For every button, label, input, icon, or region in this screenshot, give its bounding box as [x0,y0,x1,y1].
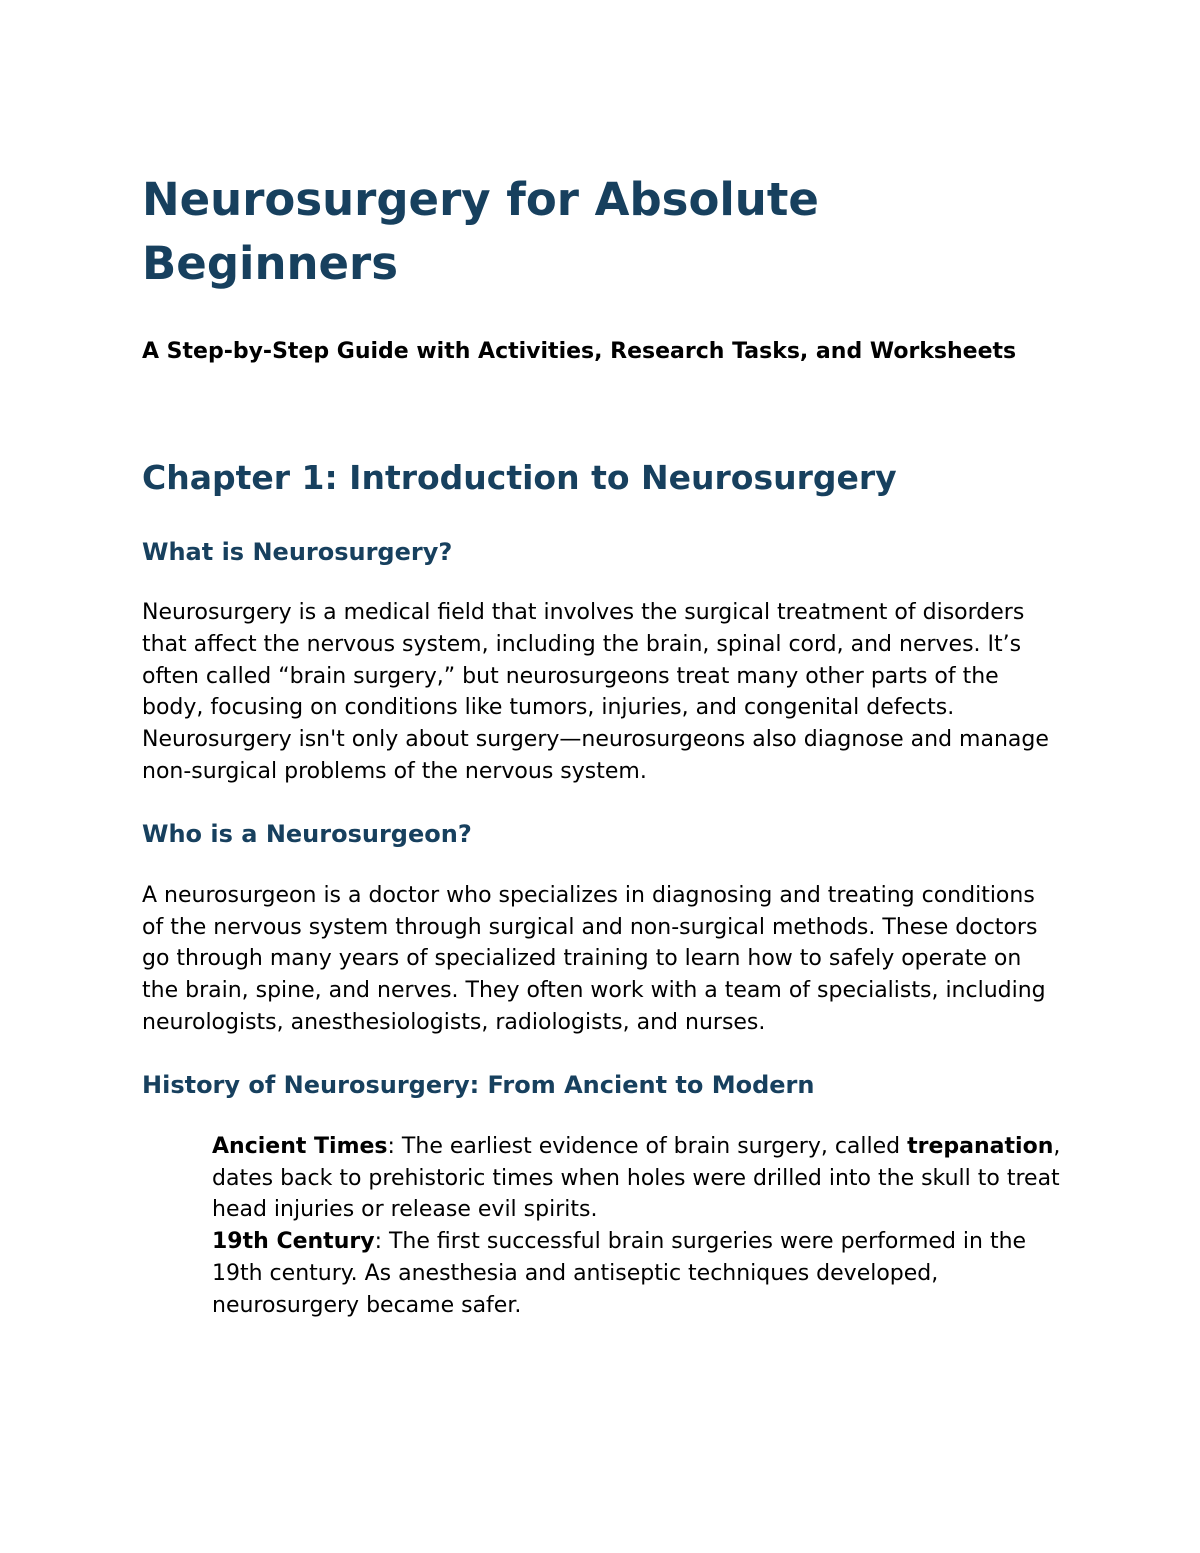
history-term: trepanation [907,1133,1054,1159]
section-heading-history: History of Neurosurgery: From Ancient to Modern [142,1070,815,1099]
section-heading-what-is: What is Neurosurgery? [142,538,453,566]
list-item [212,1226,1062,1321]
section-body-what-is: Neurosurgery is a medical field that involves the surgical treatment of disorders that affect the nervous system, including the brain, spinal cord, and nerves. It’s often called “brain surgery,” but neurosurgeons treat many other parts of the body, focusing on conditions like tumors, injuries, and congenital defects. Neurosurgery isn't only about surgery—neurosurgeons also diagnose and manage non-surgical problems of the nervous system. [142,600,1049,784]
section-body-who-is: A neurosurgeon is a doctor who specializes in diagnosing and treating conditions of the nervous system through surgical and non-surgical methods. These doctors go through many years of specialized training to learn how to safely operate on the brain, spine, and nerves. They often work with a team of specialists, including neurologists, anesthesiologists, radiologists, and nurses. [142,882,1046,1035]
document-title: Neurosurgery for Absolute Beginners [142,173,819,290]
list-item [212,1131,1062,1226]
section-heading-who-is: Who is a Neurosurgeon? [142,819,472,848]
document-subtitle: A Step-by-Step Guide with Activities, Research Tasks, and Worksheets [142,339,1017,364]
history-list [212,1131,1062,1322]
history-text: : The first successful brain surgeries were performed in the 19th century. As anesthesia and antiseptic techniques developed, neurosurgery became safer. [212,1229,1027,1318]
chapter-heading: Chapter 1: Introduction to Neurosurgery [142,458,897,497]
history-text: , dates back to prehistoric times when holes were drilled into the skull to treat head injuries or release evil spirits. [212,1133,1061,1223]
document-page [142,168,1062,1322]
history-text: : The earliest evidence of brain surgery, called [387,1133,908,1159]
history-term: Ancient Times [212,1133,388,1159]
history-term: 19th Century [212,1229,375,1255]
